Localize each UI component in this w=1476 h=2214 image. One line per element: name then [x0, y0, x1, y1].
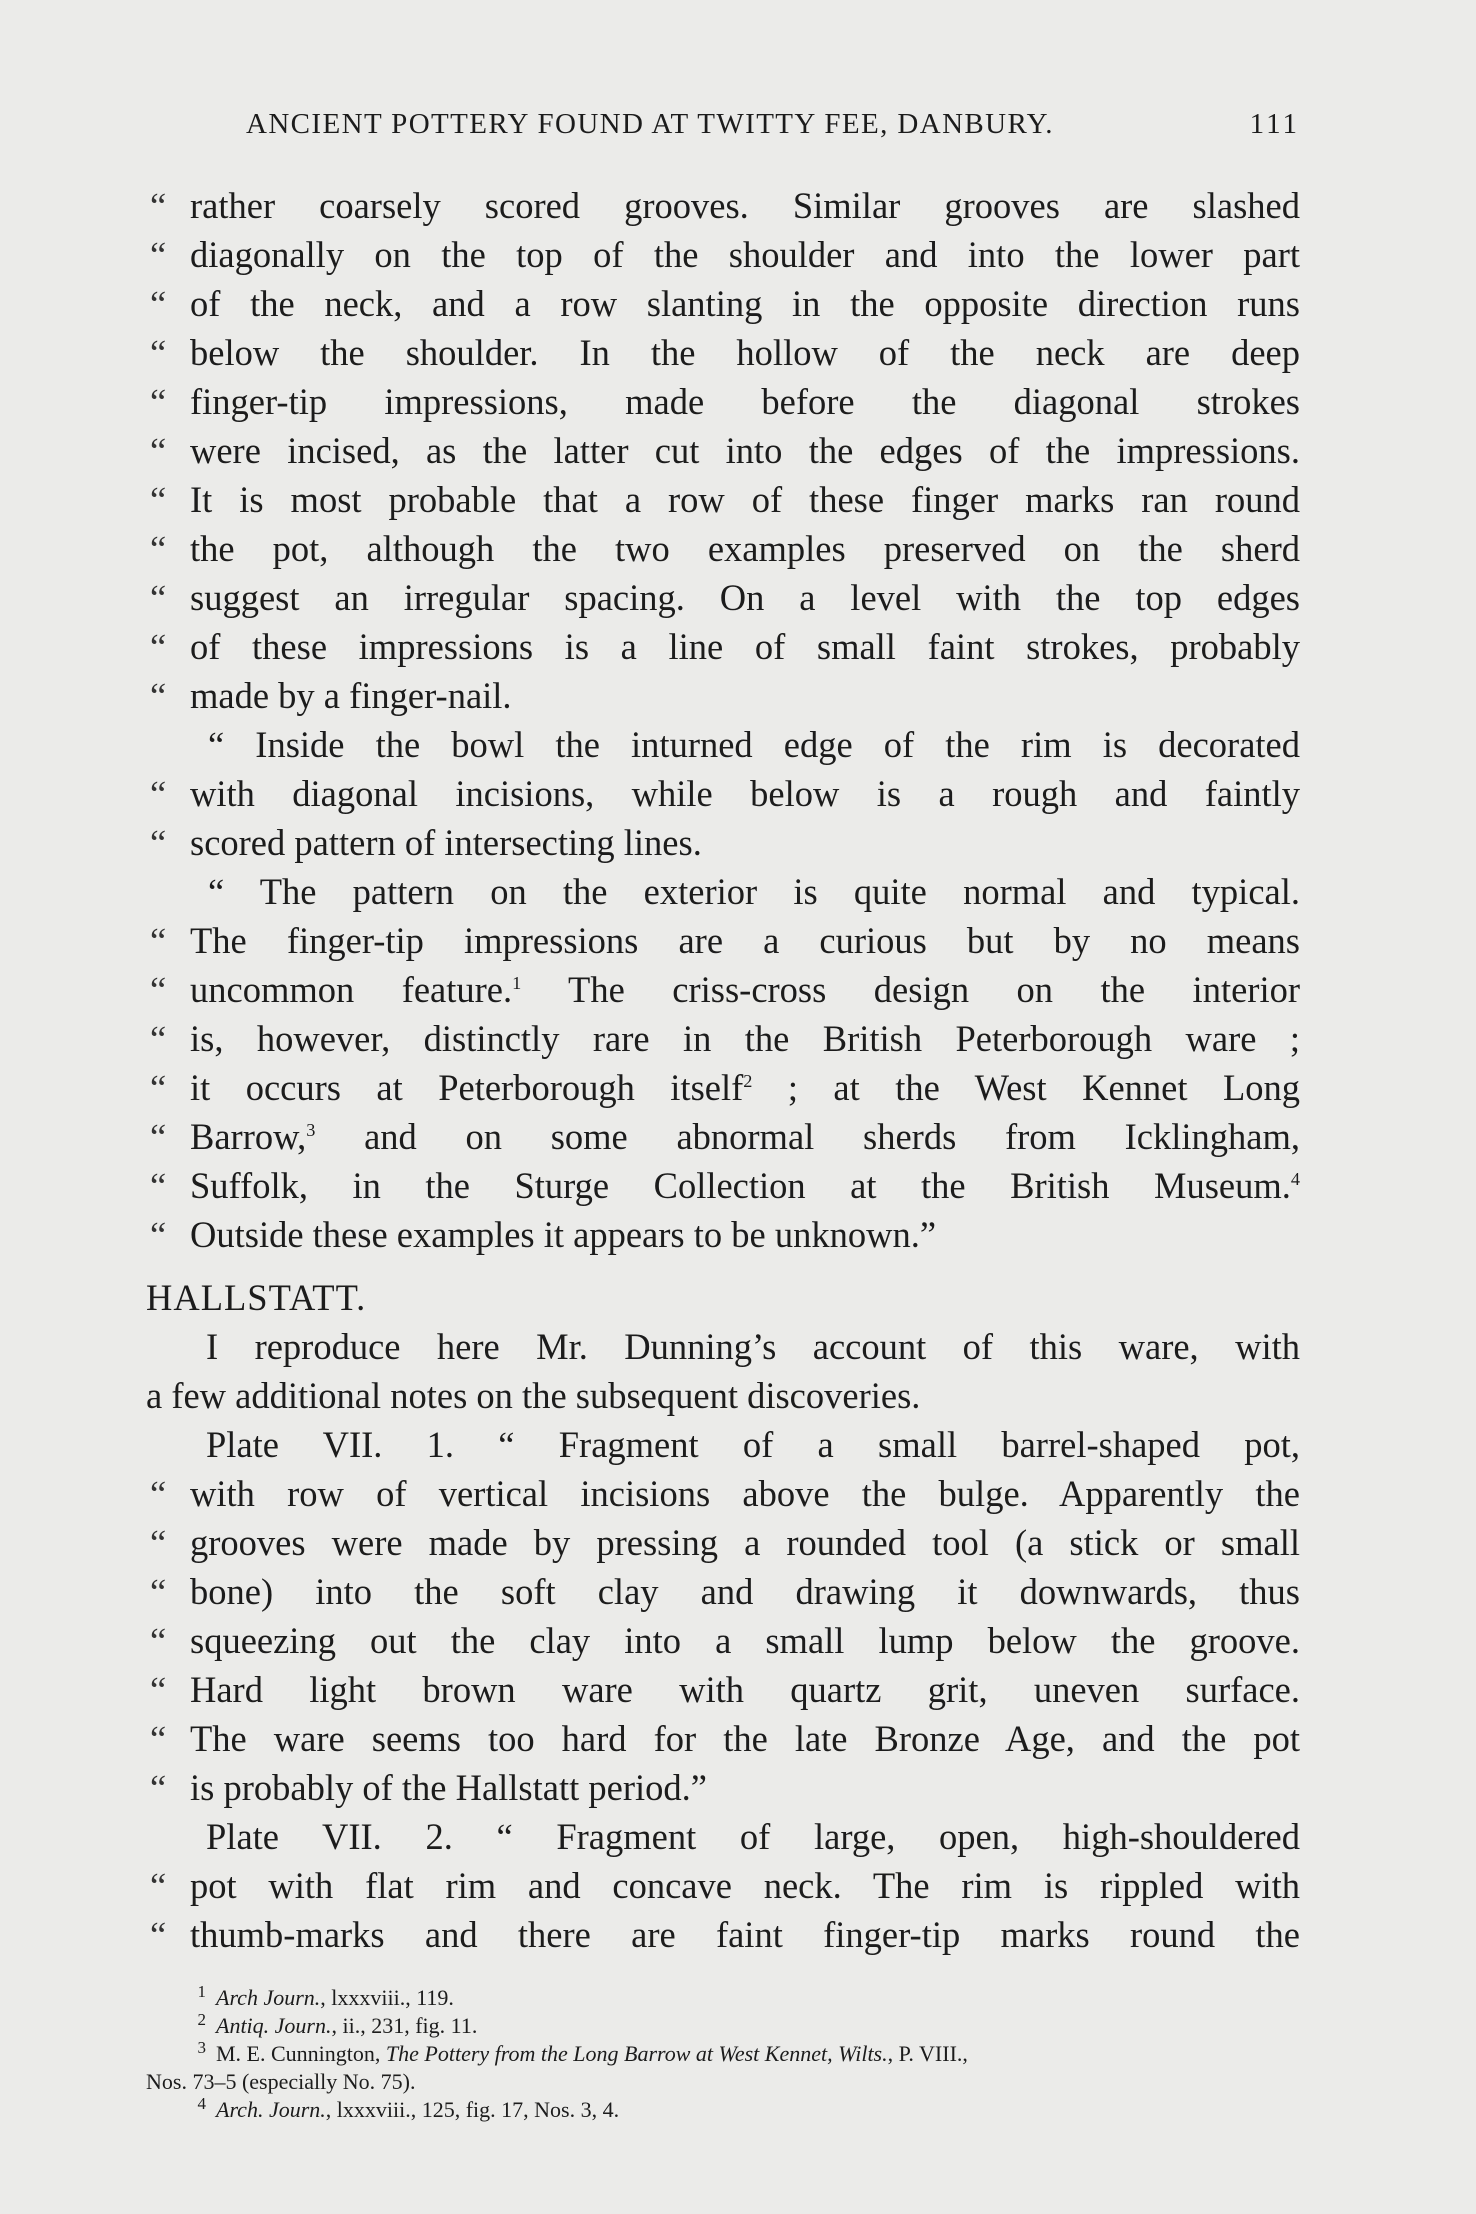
- text-line: “ suggest an irregular spacing. On a level with the top edges: [146, 573, 1300, 622]
- paragraph-first-line: Plate VII. 2. “ Fragment of large, open, high-shouldered: [206, 1816, 1300, 1857]
- journal-title: Antiq. Journ.: [216, 2013, 332, 2038]
- footnote: 4 Arch. Journ., lxxxviii., 125, fig. 17, Nos. 3, 4.: [197, 2093, 620, 2122]
- text-line: “ with diagonal incisions, while below is a rough and faintly: [146, 769, 1300, 818]
- footnote: 3 M. E. Cunnington, The Pottery from the Long Barrow at West Kennet, Wilts., P. VIII.,: [197, 2037, 968, 2066]
- quote-mark: “: [150, 430, 167, 471]
- paragraph-first-line: “ The pattern on the exterior is quite normal and typical.: [208, 871, 1300, 912]
- section-heading: HALLSTATT.: [146, 1277, 367, 1318]
- footnote: 1 Arch Journ., lxxxviii., 119.: [197, 1981, 454, 2010]
- text-line: “ is probably of the Hallstatt period.”: [146, 1763, 1300, 1812]
- text-line: “ of these impressions is a line of small faint strokes, probably: [146, 622, 1300, 671]
- journal-title: Arch. Journ.: [216, 2097, 326, 2122]
- quote-mark: “: [150, 1767, 167, 1808]
- text-line: a few additional notes on the subsequent discoveries.: [146, 1375, 921, 1416]
- quote-mark: “: [150, 479, 167, 520]
- text-line: “ Suffolk, in the Sturge Collection at the British Museum.$^4$: [146, 1161, 1300, 1210]
- quote-mark: “: [150, 1067, 167, 1108]
- text-line: “ The ware seems too hard for the late Bronze Age, and the pot: [146, 1714, 1300, 1763]
- text-line: “ rather coarsely scored grooves. Similar grooves are slashed: [146, 181, 1300, 230]
- footnote-ref: 3: [306, 1119, 316, 1140]
- footnote-continuation: Nos. 73–5 (especially No. 75).: [146, 2069, 416, 2094]
- quote-mark: “: [150, 1165, 167, 1206]
- quote-mark: “: [150, 969, 167, 1010]
- text-line: “ Hard light brown ware with quartz grit, uneven surface.: [146, 1665, 1300, 1714]
- book-title: The Pottery from the Long Barrow at West Kennet, Wilts.: [385, 2041, 888, 2066]
- quote-mark: “: [150, 675, 167, 716]
- quote-mark: “: [150, 1473, 167, 1514]
- quote-mark: “: [150, 1116, 167, 1157]
- quote-mark: “: [150, 1620, 167, 1661]
- text-line: “ The finger-tip impressions are a curious but by no means: [146, 916, 1300, 965]
- quote-mark: “: [150, 381, 167, 422]
- paragraph-first-line: Plate VII. 1. “ Fragment of a small barrel-shaped pot,: [206, 1424, 1300, 1465]
- running-head: ANCIENT POTTERY FOUND AT TWITTY FEE, DANBURY.: [246, 108, 1054, 140]
- text-line: “ diagonally on the top of the shoulder and into the lower part: [146, 230, 1300, 279]
- text-line: “ pot with flat rim and concave neck. The rim is rippled with: [146, 1861, 1300, 1910]
- quote-mark: “: [150, 1214, 167, 1255]
- quote-mark: “: [150, 528, 167, 569]
- quote-mark: “: [150, 626, 167, 667]
- text-line: “ it occurs at Peterborough itself$^2$ ; at the West Kennet Long: [146, 1063, 1300, 1112]
- text-line: “ were incised, as the latter cut into the edges of the impressions.: [146, 426, 1300, 475]
- quote-mark: “: [150, 822, 167, 863]
- text-line: “ thumb-marks and there are faint finger-tip marks round the: [146, 1910, 1300, 1959]
- text-line: “ with row of vertical incisions above the bulge. Apparently the: [146, 1469, 1300, 1518]
- text-line: “ squeezing out the clay into a small lump below the groove.: [146, 1616, 1300, 1665]
- footnote-ref: 4: [1290, 1168, 1300, 1189]
- quote-mark: “: [150, 332, 167, 373]
- text-line: “ scored pattern of intersecting lines.: [146, 818, 1300, 867]
- quote-mark: “: [150, 1522, 167, 1563]
- text-line: “ It is most probable that a row of these finger marks ran round: [146, 475, 1300, 524]
- quote-mark: “: [150, 234, 167, 275]
- page-number: 111: [1249, 108, 1300, 140]
- footnotes: [146, 1981, 1300, 2124]
- text-line: “ is, however, distinctly rare in the British Peterborough ware ;: [146, 1014, 1300, 1063]
- paragraph-first-line: I reproduce here Mr. Dunning’s account of this ware, with: [206, 1326, 1300, 1367]
- quote-mark: “: [150, 773, 167, 814]
- quote-mark: “: [150, 577, 167, 618]
- quote-mark: “: [150, 920, 167, 961]
- text-line: “ finger-tip impressions, made before the diagonal strokes: [146, 377, 1300, 426]
- quote-mark: “: [150, 1914, 167, 1955]
- text-line: “ Outside these examples it appears to be unknown.”: [146, 1210, 1300, 1259]
- quote-mark: “: [150, 1718, 167, 1759]
- quote-mark: “: [150, 1571, 167, 1612]
- text-line: “ the pot, although the two examples preserved on the sherd: [146, 524, 1300, 573]
- quote-mark: “: [150, 185, 167, 226]
- footnote-ref: 1: [512, 972, 522, 993]
- text-line: “ of the neck, and a row slanting in the opposite direction runs: [146, 279, 1300, 328]
- quote-mark: “: [150, 1669, 167, 1710]
- journal-title: Arch Journ.: [216, 1985, 321, 2010]
- quote-mark: “: [150, 1865, 167, 1906]
- text-line: “ Barrow,$^3$ and on some abnormal sherds from Icklingham,: [146, 1112, 1300, 1161]
- paragraph-first-line: “ Inside the bowl the inturned edge of the rim is decorated: [208, 724, 1300, 765]
- footnote-ref: 2: [743, 1070, 753, 1091]
- text-line: “ bone) into the soft clay and drawing it downwards, thus: [146, 1567, 1300, 1616]
- text-line: “ grooves were made by pressing a rounded tool (a stick or small: [146, 1518, 1300, 1567]
- body-text: [146, 181, 1300, 1959]
- quote-mark: “: [150, 1018, 167, 1059]
- text-line: “ made by a finger-nail.: [146, 671, 1300, 720]
- quote-mark: “: [150, 283, 167, 324]
- text-line: “ uncommon feature.$^1$ The criss-cross design on the interior: [146, 965, 1300, 1014]
- text-line: “ below the shoulder. In the hollow of the neck are deep: [146, 328, 1300, 377]
- footnote: 2 Antiq. Journ., ii., 231, fig. 11.: [197, 2009, 478, 2038]
